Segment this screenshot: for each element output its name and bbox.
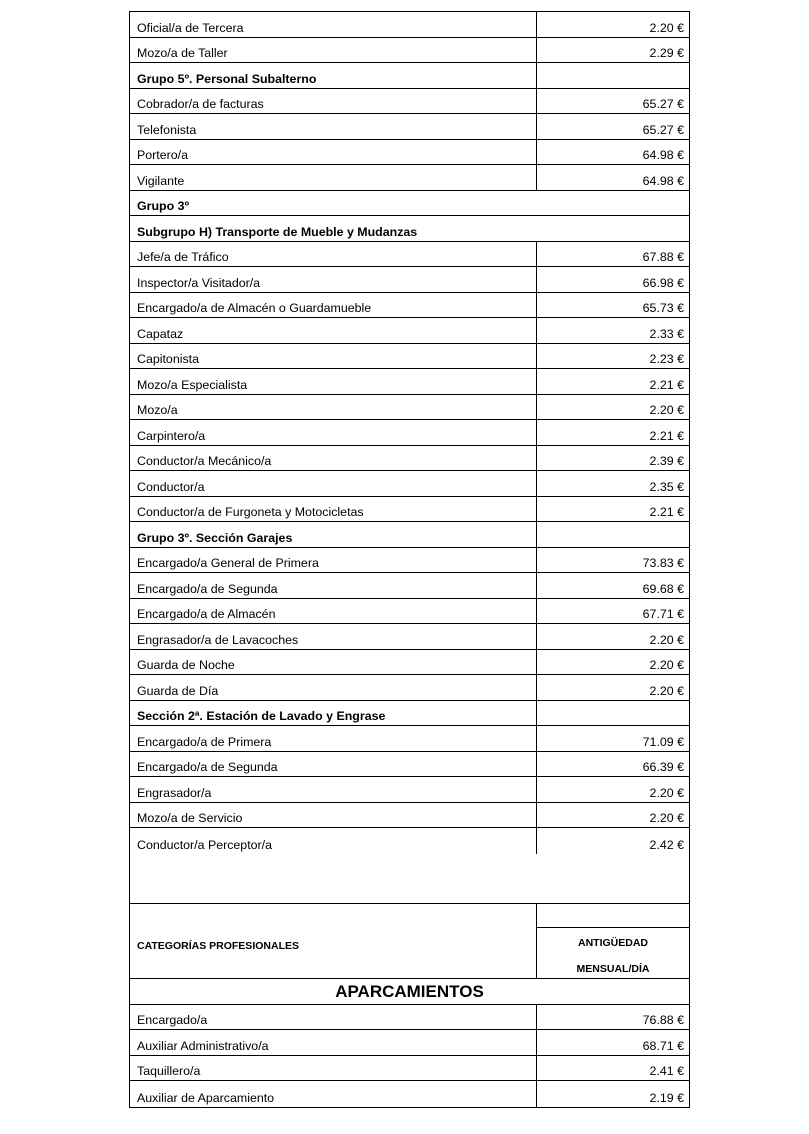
table-row xyxy=(130,803,689,829)
value-cell xyxy=(537,395,689,420)
seniority-value: 2.20 € xyxy=(649,683,684,698)
category-label: Mozo/a xyxy=(137,403,178,417)
table-row xyxy=(130,293,689,319)
header-category-label: CATEGORÍAS PROFESIONALES xyxy=(137,939,299,952)
table-row xyxy=(130,599,689,625)
category-label: Conductor/a Mecánico/a xyxy=(137,454,272,468)
table-row xyxy=(130,344,689,370)
group-heading-row xyxy=(130,522,689,548)
table-row xyxy=(130,752,689,778)
value-cell xyxy=(537,522,689,547)
table-row xyxy=(130,114,689,140)
value-cell xyxy=(537,471,689,496)
seniority-value: 2.20 € xyxy=(649,658,684,672)
value-cell xyxy=(537,828,689,854)
value-cell xyxy=(537,420,689,445)
value-cell xyxy=(537,548,689,573)
seniority-value: 64.98 € xyxy=(642,148,684,162)
value-cell xyxy=(537,777,689,802)
table-row xyxy=(130,1030,689,1056)
seniority-value: 69.68 € xyxy=(642,581,684,596)
value-cell xyxy=(537,89,689,114)
category-label: Engrasador/a xyxy=(137,785,212,800)
category-label: Jefe/a de Tráfico xyxy=(137,250,229,264)
seniority-value: 2.20 € xyxy=(649,811,684,825)
table-row xyxy=(130,89,689,115)
table-row xyxy=(130,650,689,676)
group-heading: Grupo 5º. Personal Subalterno xyxy=(137,71,317,86)
value-cell xyxy=(537,573,689,598)
group-heading: Grupo 3º xyxy=(137,199,190,213)
category-cell xyxy=(130,650,537,675)
value-cell xyxy=(537,165,689,190)
table-row xyxy=(130,165,689,191)
category-cell xyxy=(130,522,537,547)
seniority-value: 67.71 € xyxy=(642,607,684,621)
seniority-value: 2.21 € xyxy=(649,505,684,519)
seniority-value: 2.39 € xyxy=(649,454,684,468)
category-cell xyxy=(130,114,537,139)
value-cell xyxy=(537,497,689,522)
category-label: Encargado/a General de Primera xyxy=(137,556,319,570)
seniority-value: 73.83 € xyxy=(642,556,684,570)
table-row xyxy=(130,828,689,854)
seniority-value: 2.35 € xyxy=(649,479,684,494)
category-label: Auxiliar Administrativo/a xyxy=(137,1038,269,1053)
value-cell xyxy=(537,293,689,318)
category-label: Carpintero/a xyxy=(137,428,206,443)
seniority-value: 2.19 € xyxy=(649,1090,684,1105)
rows-top xyxy=(130,12,689,854)
category-label: Auxiliar de Aparcamiento xyxy=(137,1090,275,1105)
category-cell xyxy=(130,369,537,394)
seniority-value: 65.27 € xyxy=(642,97,684,111)
value-cell xyxy=(537,12,689,37)
value-cell xyxy=(537,675,689,700)
category-label: Guarda de Noche xyxy=(137,658,235,672)
category-cell xyxy=(130,624,537,649)
category-label: Oficial/a de Tercera xyxy=(137,20,244,35)
seniority-value: 2.20 € xyxy=(649,20,684,35)
group-heading: Grupo 3º. Sección Garajes xyxy=(137,530,293,545)
table-row xyxy=(130,242,689,268)
value-cell xyxy=(537,803,689,828)
category-cell xyxy=(130,497,537,522)
category-cell xyxy=(130,548,537,573)
category-label: Telefonista xyxy=(137,122,197,137)
category-cell xyxy=(130,89,537,114)
section-title: APARCAMIENTOS xyxy=(335,981,484,1001)
table-row xyxy=(130,777,689,803)
header-value-cell xyxy=(537,904,689,978)
value-cell xyxy=(537,1030,689,1055)
table-row xyxy=(130,140,689,166)
table-row xyxy=(130,369,689,395)
category-label: Vigilante xyxy=(137,173,185,188)
value-cell xyxy=(537,344,689,369)
table-row xyxy=(130,267,689,293)
table-row xyxy=(130,624,689,650)
value-cell xyxy=(537,726,689,751)
group-heading-cell xyxy=(130,191,689,216)
value-cell xyxy=(537,624,689,649)
value-cell xyxy=(537,1005,689,1030)
category-cell xyxy=(130,63,537,88)
category-label: Engrasador/a de Lavacoches xyxy=(137,632,299,647)
category-cell xyxy=(130,242,537,267)
blank-cell xyxy=(130,854,689,903)
seniority-value: 65.27 € xyxy=(642,122,684,137)
table-row xyxy=(130,548,689,574)
table-row xyxy=(130,497,689,523)
value-cell xyxy=(537,267,689,292)
seniority-value: 2.20 € xyxy=(649,785,684,800)
category-label: Cobrador/a de facturas xyxy=(137,97,264,111)
seniority-value: 71.09 € xyxy=(642,734,684,749)
category-cell xyxy=(130,752,537,777)
value-cell xyxy=(537,369,689,394)
category-cell xyxy=(130,395,537,420)
value-cell xyxy=(537,1056,689,1081)
value-cell xyxy=(537,140,689,165)
section-title-row xyxy=(130,979,689,1005)
category-label: Encargado/a de Segunda xyxy=(137,760,278,774)
category-cell xyxy=(130,165,537,190)
category-label: Guarda de Día xyxy=(137,683,219,698)
header-value-label-line2: MENSUAL/DÍA xyxy=(576,962,650,975)
seniority-value: 66.98 € xyxy=(642,275,684,290)
seniority-value: 68.71 € xyxy=(642,1038,684,1053)
value-cell xyxy=(537,752,689,777)
category-label: Taquillero/a xyxy=(137,1064,201,1078)
category-label: Encargado/a de Segunda xyxy=(137,581,278,596)
group-heading: Subgrupo H) Transporte de Mueble y Mudanzas xyxy=(137,224,418,239)
category-cell xyxy=(130,344,537,369)
table-row xyxy=(130,471,689,497)
seniority-value: 2.41 € xyxy=(649,1064,684,1078)
header-category-cell xyxy=(130,904,537,978)
table-row xyxy=(130,12,689,38)
seniority-table xyxy=(129,11,690,1108)
category-label: Conductor/a de Furgoneta y Motocicletas xyxy=(137,505,364,519)
category-label: Capitonista xyxy=(137,352,199,366)
category-cell xyxy=(130,573,537,598)
value-cell xyxy=(537,1081,689,1107)
table-row xyxy=(130,726,689,752)
group-heading: Sección 2ª. Estación de Lavado y Engrase xyxy=(137,709,386,723)
category-cell xyxy=(130,599,537,624)
category-cell xyxy=(130,471,537,496)
seniority-value: 2.42 € xyxy=(649,837,684,852)
category-cell xyxy=(130,420,537,445)
category-label: Inspector/a Visitador/a xyxy=(137,275,261,290)
category-cell xyxy=(130,1030,537,1055)
table-row xyxy=(130,446,689,472)
category-cell xyxy=(130,828,537,854)
category-label: Conductor/a Perceptor/a xyxy=(137,837,272,852)
category-cell xyxy=(130,1081,537,1107)
category-label: Encargado/a xyxy=(137,1013,208,1027)
blank-row xyxy=(130,854,689,904)
category-cell xyxy=(130,267,537,292)
group-heading-cell xyxy=(130,216,689,241)
group-heading-row xyxy=(130,216,689,242)
category-label: Encargado/a de Primera xyxy=(137,734,272,749)
seniority-value: 2.21 € xyxy=(649,377,684,392)
seniority-value: 2.21 € xyxy=(649,428,684,443)
header-value-label-line1: ANTIGÜEDAD xyxy=(578,936,648,949)
table-row xyxy=(130,1081,689,1107)
category-cell xyxy=(130,12,537,37)
seniority-value: 2.20 € xyxy=(649,403,684,417)
table-row xyxy=(130,318,689,344)
seniority-value: 64.98 € xyxy=(642,173,684,188)
category-cell xyxy=(130,701,537,726)
seniority-value: 67.88 € xyxy=(642,250,684,264)
category-cell xyxy=(130,777,537,802)
category-cell xyxy=(130,1056,537,1081)
table-row xyxy=(130,675,689,701)
category-label: Conductor/a xyxy=(137,479,205,494)
rows-bottom xyxy=(130,1005,689,1107)
value-cell xyxy=(537,38,689,63)
seniority-value: 2.33 € xyxy=(649,326,684,341)
group-heading-row xyxy=(130,63,689,89)
category-cell xyxy=(130,318,537,343)
category-cell xyxy=(130,675,537,700)
group-heading-row xyxy=(130,701,689,727)
category-label: Encargado/a de Almacén xyxy=(137,607,276,621)
category-cell xyxy=(130,726,537,751)
seniority-value: 2.29 € xyxy=(649,46,684,60)
seniority-value: 2.20 € xyxy=(649,632,684,647)
category-label: Encargado/a de Almacén o Guardamueble xyxy=(137,301,372,315)
value-cell xyxy=(537,446,689,471)
group-heading-row xyxy=(130,191,689,217)
category-cell xyxy=(130,38,537,63)
table-header-row xyxy=(130,904,689,979)
category-label: Mozo/a de Servicio xyxy=(137,811,243,825)
category-label: Mozo/a de Taller xyxy=(137,46,228,60)
table-row xyxy=(130,38,689,64)
table-row xyxy=(130,395,689,421)
seniority-value: 76.88 € xyxy=(642,1013,684,1027)
value-cell xyxy=(537,599,689,624)
category-label: Portero/a xyxy=(137,148,188,162)
table-row xyxy=(130,1005,689,1031)
category-label: Capataz xyxy=(137,326,184,341)
category-cell xyxy=(130,140,537,165)
value-cell xyxy=(537,650,689,675)
category-cell xyxy=(130,1005,537,1030)
seniority-value: 65.73 € xyxy=(642,301,684,315)
value-cell xyxy=(537,242,689,267)
table-row xyxy=(130,573,689,599)
value-cell xyxy=(537,701,689,726)
table-row xyxy=(130,420,689,446)
value-cell xyxy=(537,63,689,88)
category-cell xyxy=(130,293,537,318)
value-cell xyxy=(537,114,689,139)
category-cell xyxy=(130,803,537,828)
category-cell xyxy=(130,446,537,471)
seniority-value: 66.39 € xyxy=(642,760,684,774)
table-row xyxy=(130,1056,689,1082)
seniority-value: 2.23 € xyxy=(649,352,684,366)
category-label: Mozo/a Especialista xyxy=(137,377,248,392)
value-cell xyxy=(537,318,689,343)
